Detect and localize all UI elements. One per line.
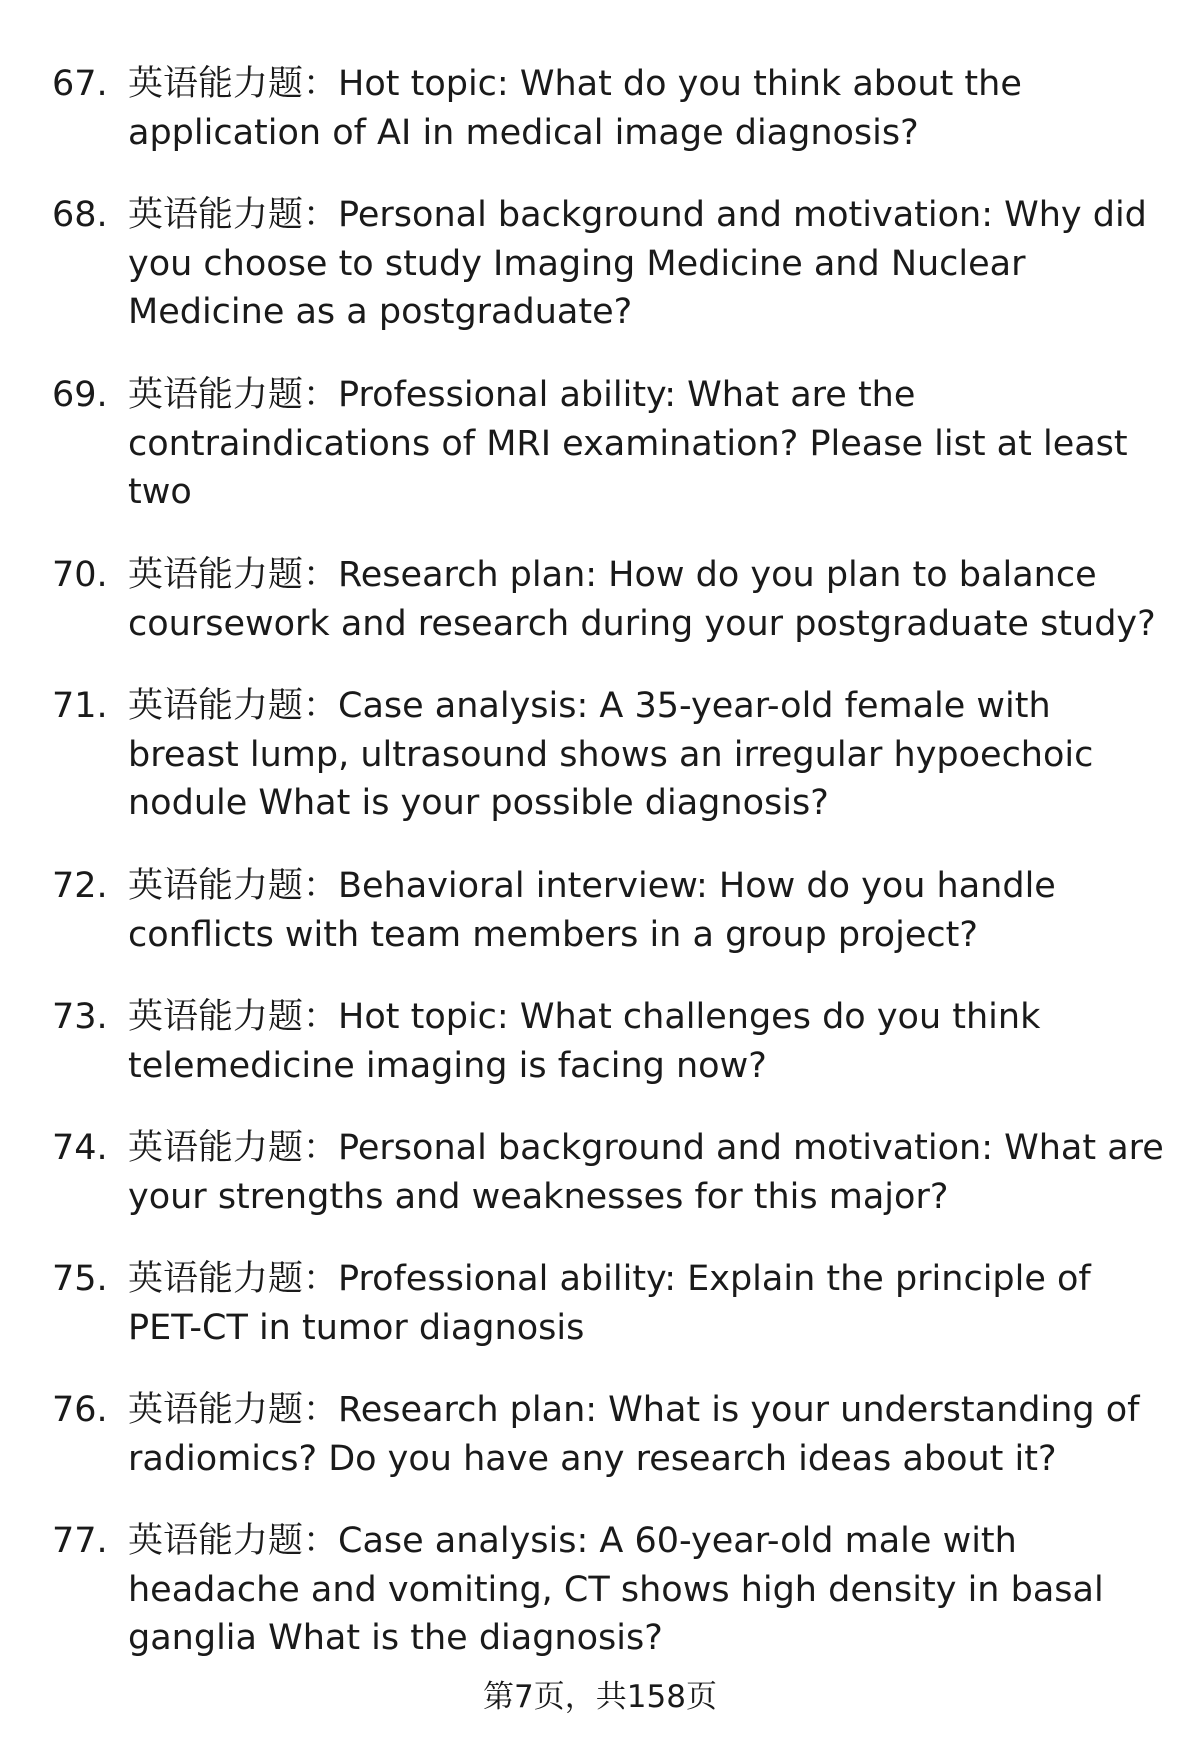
- question-item-76: [52, 1386, 1172, 1483]
- question-text: Personal background and motivation: What are your strengths and weaknesses for this major?: [128, 1128, 1164, 1217]
- question-text: Professional ability: What are the contraindications of MRI examination? Please list at least two: [128, 375, 1128, 512]
- question-category-label: 英语能力题：: [128, 1521, 339, 1561]
- question-item-77: [52, 1517, 1172, 1663]
- question-text: Professional ability: Explain the principle of PET-CT in tumor diagnosis: [128, 1259, 1091, 1348]
- question-number: 76.: [52, 1390, 108, 1430]
- question-category-label: 英语能力题：: [128, 1390, 339, 1430]
- question-item-72: [52, 862, 1172, 959]
- question-body: [128, 993, 1172, 1090]
- question-category-label: 英语能力题：: [128, 997, 339, 1037]
- question-body: [128, 1124, 1172, 1221]
- question-category-label: 英语能力题：: [128, 555, 339, 595]
- question-text: Research plan: What is your understanding of radiomics? Do you have any research ideas about it?: [128, 1390, 1140, 1479]
- question-text: Personal background and motivation: Why did you choose to study Imaging Medicine and Nuclear Medicine as a postgraduate?: [128, 195, 1147, 332]
- question-text: Case analysis: A 60-year-old male with headache and vomiting, CT shows high density in basal ganglia What is the diagnosis?: [128, 1521, 1104, 1658]
- question-category-label: 英语能力题：: [128, 64, 339, 104]
- question-item-69: [52, 371, 1172, 517]
- question-body: [128, 862, 1172, 959]
- question-number: 73.: [52, 997, 108, 1037]
- question-category-label: 英语能力题：: [128, 866, 339, 906]
- question-item-75: [52, 1255, 1172, 1352]
- question-body: [128, 551, 1172, 648]
- question-body: [128, 60, 1172, 157]
- question-category-label: 英语能力题：: [128, 1259, 339, 1299]
- question-text: Case analysis: A 35-year-old female with breast lump, ultrasound shows an irregular hypoechoic nodule What is your possible diagnosis?: [128, 686, 1094, 823]
- question-number: 74.: [52, 1128, 108, 1168]
- question-category-label: 英语能力题：: [128, 1128, 339, 1168]
- question-text: Hot topic: What challenges do you think telemedicine imaging is facing now?: [128, 997, 1041, 1086]
- question-item-71: [52, 682, 1172, 828]
- question-body: [128, 1386, 1172, 1483]
- question-number: 77.: [52, 1521, 108, 1561]
- question-number: 68.: [52, 195, 108, 235]
- question-number: 69.: [52, 375, 108, 415]
- question-item-73: [52, 993, 1172, 1090]
- question-number: 67.: [52, 64, 108, 104]
- question-number: 71.: [52, 686, 108, 726]
- question-item-68: [52, 191, 1172, 337]
- question-body: [128, 371, 1172, 517]
- question-body: [128, 682, 1172, 828]
- question-body: [128, 1517, 1172, 1663]
- question-category-label: 英语能力题：: [128, 195, 339, 235]
- question-item-74: [52, 1124, 1172, 1221]
- question-number: 70.: [52, 555, 108, 595]
- page-number-footer: 第7页，共158页: [483, 1679, 717, 1715]
- question-text: Hot topic: What do you think about the application of AI in medical image diagnosis?: [128, 64, 1022, 153]
- question-text: Behavioral interview: How do you handle conflicts with team members in a group project?: [128, 866, 1056, 955]
- question-item-67: [52, 60, 1172, 157]
- question-number: 72.: [52, 866, 108, 906]
- question-number: 75.: [52, 1259, 108, 1299]
- question-body: [128, 191, 1172, 337]
- question-text: Research plan: How do you plan to balance coursework and research during your postgraduate study?: [128, 555, 1156, 644]
- question-body: [128, 1255, 1172, 1352]
- question-category-label: 英语能力题：: [128, 686, 339, 726]
- question-item-70: [52, 551, 1172, 648]
- question-category-label: 英语能力题：: [128, 375, 339, 415]
